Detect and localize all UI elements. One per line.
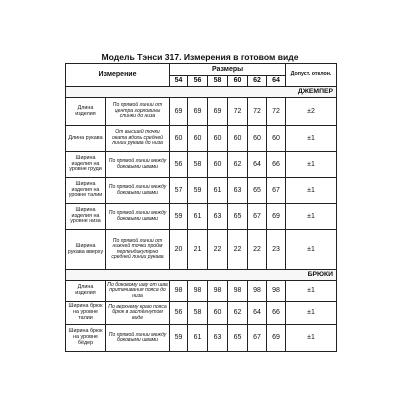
size-value-cell: 72: [248, 98, 267, 126]
size-value-cell: 58: [188, 302, 208, 325]
size-value-cell: 69: [208, 98, 228, 126]
table-row: [66, 152, 337, 178]
tolerance-header: Допуст. отклон.: [286, 64, 337, 87]
tolerance-cell: ±1: [286, 126, 337, 152]
measurement-description: По прямой линии между боковыми швами: [106, 325, 170, 352]
size-value-cell: 22: [208, 230, 228, 270]
size-value-cell: 69: [267, 204, 286, 230]
measurement-header: Измерение: [66, 64, 170, 87]
section-row: [66, 270, 337, 281]
size-value-cell: 20: [170, 230, 188, 270]
size-value-cell: 58: [188, 152, 208, 178]
table-row: [66, 230, 337, 270]
size-56: 56: [188, 76, 208, 87]
table-row: [66, 325, 337, 352]
header-row: [66, 64, 337, 76]
measurement-name: Ширина брюк на уровне талии: [66, 302, 106, 325]
size-value-cell: 60: [170, 126, 188, 152]
size-62: 62: [248, 76, 267, 87]
section-title: БРЮКИ: [66, 270, 337, 281]
tolerance-cell: ±2: [286, 98, 337, 126]
size-value-cell: 59: [188, 178, 208, 204]
tolerance-cell: ±1: [286, 325, 337, 352]
size-value-cell: 67: [267, 178, 286, 204]
size-60: 60: [228, 76, 248, 87]
table-row: [66, 302, 337, 325]
measurement-name: Длина изделия: [66, 281, 106, 302]
size-value-cell: 67: [248, 204, 267, 230]
size-54: 54: [170, 76, 188, 87]
size-value-cell: 98: [267, 281, 286, 302]
document-title: Модель Тэнси 317. Измерения в готовом виде: [101, 52, 299, 62]
table-row: [66, 281, 337, 302]
measurement-description: По боковому шву от шва притачивания пояса до низа: [106, 281, 170, 302]
table-row: [66, 126, 337, 152]
size-value-cell: 62: [228, 302, 248, 325]
measurements-table: [65, 63, 337, 352]
tolerance-cell: ±1: [286, 152, 337, 178]
section-row: [66, 87, 337, 98]
size-value-cell: 64: [248, 152, 267, 178]
tolerance-cell: ±1: [286, 204, 337, 230]
size-value-cell: 67: [248, 325, 267, 352]
tolerance-cell: ±1: [286, 302, 337, 325]
measurement-name: Ширина изделия на уровне груди: [66, 152, 106, 178]
measurement-name: Ширина брюк на уровне бёдер: [66, 325, 106, 352]
size-value-cell: 64: [248, 302, 267, 325]
size-value-cell: 60: [208, 126, 228, 152]
size-value-cell: 59: [170, 325, 188, 352]
size-value-cell: 60: [267, 126, 286, 152]
size-value-cell: 63: [228, 178, 248, 204]
size-value-cell: 63: [208, 325, 228, 352]
size-value-cell: 23: [267, 230, 286, 270]
measurement-name: Длина рукава: [66, 126, 106, 152]
size-value-cell: 98: [228, 281, 248, 302]
size-value-cell: 22: [228, 230, 248, 270]
measurement-description: По прямой линии между боковыми швами: [106, 204, 170, 230]
measurement-description: По прямой линии между боковыми швами: [106, 152, 170, 178]
size-value-cell: 61: [188, 204, 208, 230]
table-row: [66, 98, 337, 126]
size-value-cell: 65: [248, 178, 267, 204]
size-value-cell: 56: [170, 152, 188, 178]
size-value-cell: 21: [188, 230, 208, 270]
size-value-cell: 98: [188, 281, 208, 302]
size-value-cell: 60: [188, 126, 208, 152]
table-row: [66, 178, 337, 204]
size-value-cell: 61: [188, 325, 208, 352]
size-value-cell: 57: [170, 178, 188, 204]
measurement-name: Ширина изделия на уровне низа: [66, 204, 106, 230]
size-value-cell: 98: [208, 281, 228, 302]
size-value-cell: 72: [267, 98, 286, 126]
size-value-cell: 62: [228, 152, 248, 178]
size-value-cell: 61: [208, 178, 228, 204]
measurement-name: Ширина рукава вверху: [66, 230, 106, 270]
tolerance-cell: ±1: [286, 178, 337, 204]
measurement-name: Ширина изделия на уровне талии: [66, 178, 106, 204]
size-value-cell: 98: [170, 281, 188, 302]
measurement-description: От высшей точки оката вдоль средней линии рукава до низа: [106, 126, 170, 152]
sizes-header: Размеры: [170, 64, 286, 76]
size-value-cell: 66: [267, 152, 286, 178]
size-value-cell: 60: [248, 126, 267, 152]
table-body: [66, 87, 337, 352]
size-value-cell: 22: [248, 230, 267, 270]
size-value-cell: 60: [208, 302, 228, 325]
size-value-cell: 65: [228, 204, 248, 230]
size-value-cell: 60: [228, 126, 248, 152]
size-value-cell: 56: [170, 302, 188, 325]
size-value-cell: 59: [170, 204, 188, 230]
size-64: 64: [267, 76, 286, 87]
size-value-cell: 69: [267, 325, 286, 352]
measurement-name: Длина изделия: [66, 98, 106, 126]
measurement-description: По прямой линии от центра горловины спинки до низа: [106, 98, 170, 126]
size-value-cell: 66: [267, 302, 286, 325]
measurement-description: По прямой линии между боковыми швами: [106, 178, 170, 204]
size-value-cell: 69: [170, 98, 188, 126]
size-value-cell: 65: [228, 325, 248, 352]
size-58: 58: [208, 76, 228, 87]
size-value-cell: 98: [248, 281, 267, 302]
size-value-cell: 69: [188, 98, 208, 126]
section-title: ДЖЕМПЕР: [66, 87, 337, 98]
table-row: [66, 204, 337, 230]
measurement-description: По прямой линии от нижней точки пройм перпендикулярно средней линии рукава: [106, 230, 170, 270]
size-value-cell: 60: [208, 152, 228, 178]
size-value-cell: 72: [228, 98, 248, 126]
tolerance-cell: ±1: [286, 281, 337, 302]
measurement-description: По верхнему краю пояса брюк в застёгнутом виде: [106, 302, 170, 325]
tolerance-cell: ±1: [286, 230, 337, 270]
size-value-cell: 63: [208, 204, 228, 230]
